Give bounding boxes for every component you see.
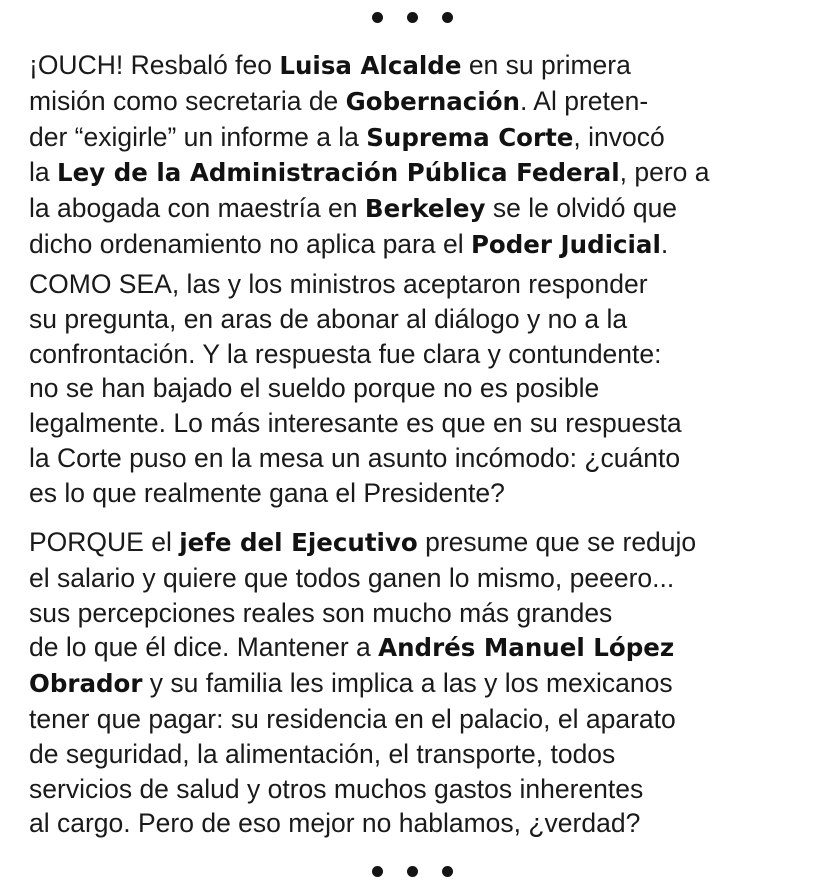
text-line (29, 702, 696, 737)
text-run: la abogada con maestría en (29, 193, 365, 224)
bold-name: Andrés Manuel López (378, 633, 675, 663)
text-run: la (29, 157, 57, 188)
text-line (29, 84, 710, 120)
text-run: y su familia les implica a las y los mexicanos (142, 668, 673, 699)
text-run: ¡OUCH! Resbaló feo (29, 50, 280, 80)
text-line (29, 476, 682, 511)
bold-name: Luisa Alcalde (279, 51, 462, 80)
text-line (29, 525, 696, 561)
text-run: su pregunta, en aras de abonar al diálogo y no a la (29, 303, 628, 334)
text-line (29, 155, 710, 191)
dot-icon (407, 866, 418, 877)
dot-icon (372, 12, 383, 23)
text-line (29, 227, 710, 263)
separator-bottom (0, 866, 824, 880)
text-run: de lo que él dice. Mantener a (29, 632, 379, 663)
text-run: . (660, 228, 669, 259)
paragraph-porque (29, 525, 696, 841)
text-run: de seguridad, la alimentación, el transporte, todos (29, 738, 616, 769)
dot-icon (442, 12, 453, 23)
text-run: presume que se redujo (417, 527, 697, 557)
text-run: , invocó (573, 121, 665, 152)
dot-icon (442, 866, 453, 877)
text-line (29, 337, 682, 372)
text-run: legalmente. Lo más interesante es que en su respuesta (29, 408, 682, 439)
text-run: der “exigirle” un informe a la (29, 121, 367, 152)
dot-icon (407, 12, 418, 23)
text-run: tener que pagar: su residencia en el palacio, el aparato (29, 703, 676, 734)
text-run: misión como secretaria de (29, 85, 346, 116)
bold-name: Gobernación (345, 86, 521, 116)
bold-name: jefe del Ejecutivo (179, 528, 418, 557)
text-line (29, 630, 696, 666)
text-line (29, 191, 710, 227)
text-run: es lo que realmente gana el Presidente? (29, 477, 505, 508)
text-line (29, 48, 710, 84)
text-line (29, 406, 682, 441)
text-line (29, 371, 682, 406)
text-run: COMO SEA, las y los ministros aceptaron responder (29, 269, 648, 299)
text-line (29, 772, 696, 807)
paragraph-ouch (29, 48, 710, 263)
bold-name: Suprema Corte (366, 122, 574, 152)
text-line (29, 596, 696, 631)
text-run: la Corte puso en la mesa un asunto incómodo: ¿cuánto (29, 442, 681, 473)
dot-icon (372, 866, 383, 877)
text-run: dicho ordenamiento no aplica para el (29, 228, 471, 259)
text-line (29, 267, 682, 302)
bold-name: Berkeley (364, 194, 486, 224)
text-line (29, 302, 682, 337)
text-run: servicios de salud y otros muchos gastos inherentes (29, 773, 644, 804)
text-run: al cargo. Pero de eso mejor no hablamos, ¿verdad? (29, 808, 641, 839)
text-run: confrontación. Y la respuesta fue clara y contundente: (29, 338, 662, 369)
text-run: , pero a (619, 157, 710, 188)
text-run: no se han bajado el sueldo porque no es posible (29, 373, 600, 404)
bold-name: Poder Judicial (470, 229, 661, 259)
text-line (29, 441, 682, 476)
text-line (29, 737, 696, 772)
bold-name: Ley de la Administración Pública Federal (57, 158, 620, 188)
text-run: en su primera (461, 50, 631, 80)
text-run: se le olvidó que (485, 193, 678, 224)
text-run: PORQUE el (29, 527, 180, 557)
text-run: el salario y quiere que todos ganen lo mismo, peeero... (29, 562, 675, 593)
text-line (29, 666, 696, 702)
bold-name: Obrador (29, 669, 143, 699)
text-run: sus percepciones reales son mucho más grandes (29, 597, 613, 628)
paragraph-como-sea (29, 267, 682, 511)
text-line (29, 806, 696, 841)
text-run: . Al preten- (520, 85, 649, 116)
text-line (29, 561, 696, 596)
separator-top (0, 12, 824, 26)
text-line (29, 120, 710, 156)
